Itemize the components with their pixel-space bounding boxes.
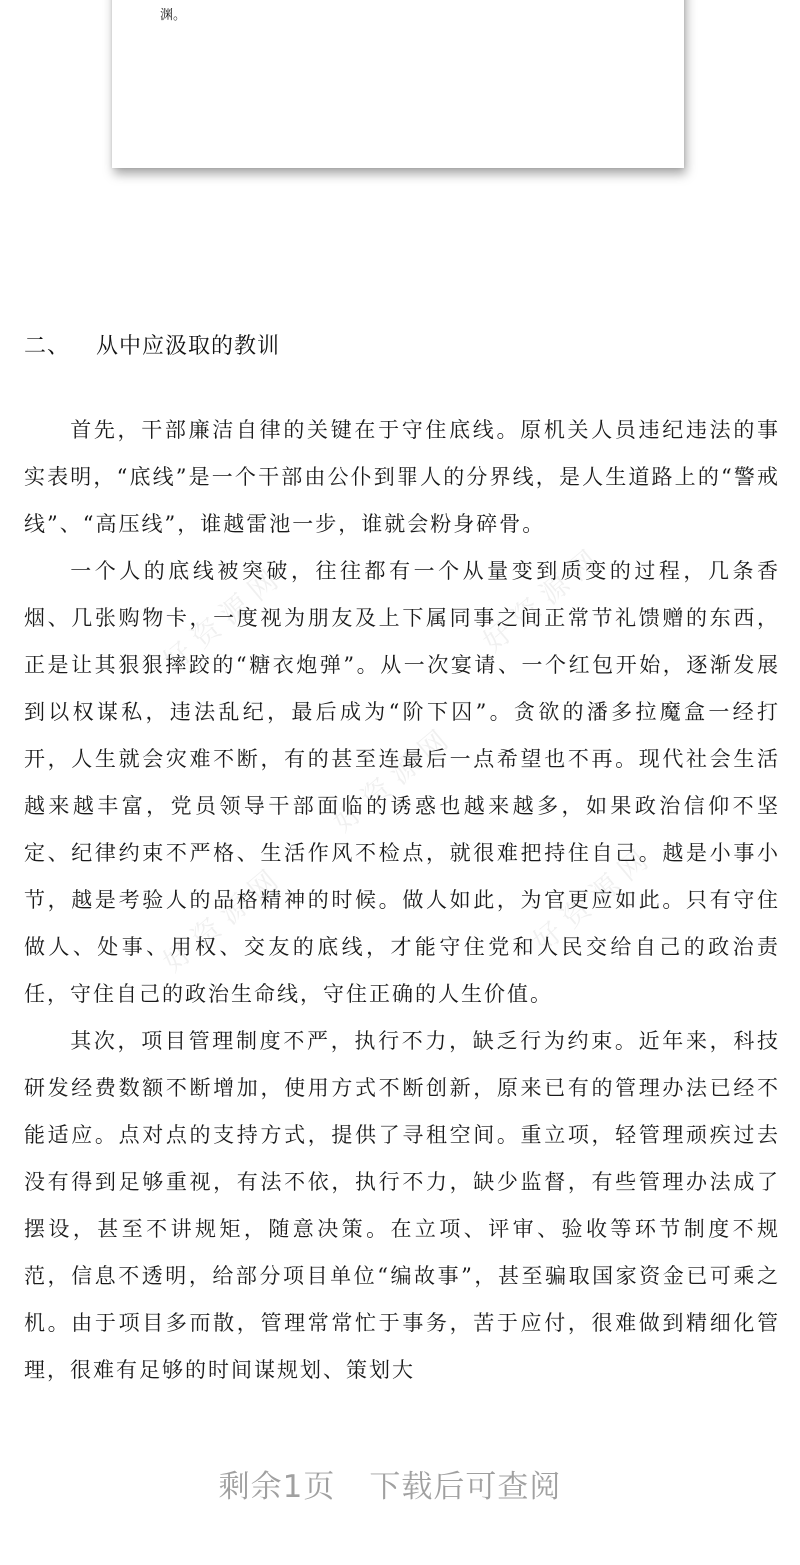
document-page-preview <box>112 0 684 168</box>
section-title: 从中应汲取的教训 <box>96 334 281 359</box>
paragraph: 首先，干部廉洁自律的关键在于守住底线。原机关人员违纪违法的事实表明，“底线”是一个干部由公仆到罪人的分界线，是人生道路上的“警戒线”、“高压线”，谁越雷池一步，谁就会粉身碎骨。 <box>24 418 780 536</box>
remaining-pages-banner[interactable] <box>0 1467 780 1507</box>
section-number: 二、 <box>24 334 71 359</box>
watermark: 好 资 源 网 <box>526 843 655 959</box>
watermark: 好 资 源 网 <box>476 543 605 659</box>
document-body <box>24 407 780 1394</box>
download-hint-label: 下载后可查阅 <box>369 1469 562 1505</box>
watermark: 好 资 源 网 <box>156 863 285 979</box>
paragraph: 其次，项目管理制度不严，执行不力，缺乏行为约束。近年来，科技研发经费数额不断增加，使用方式不断创新，原来已有的管理办法已经不能适应。点对点的支持方式，提供了寻租空间。重立项，轻管理顽疾过去没有得到足够重视，有法不依，执行不力，缺少监督，有些管理办法成了摆设，甚至不讲规矩，随意决策。在立项、评审、验收等环节制度不规范，信息不透明，给部分项目单位“编故事”，甚至骗取国家资金已可乘之机。由于项目多而散，管理常常忙于事务，苦于应付，很难做到精细化管理，很难有足够的时间谋规划、策划大 <box>24 1029 780 1382</box>
preview-text: 渊。 <box>160 8 187 23</box>
section-heading <box>24 330 280 364</box>
watermark: 好 资 源 网 <box>326 723 455 839</box>
paragraph: 一个人的底线被突破，往往都有一个从量变到质变的过程，几条香烟、几张购物卡，一度视为朋友及上下属同事之间正常节礼馈赠的东西，正是让其狠狠摔跤的“糖衣炮弹”。从一次宴请、一个红包开始，逐渐发展到以权谋私，违法乱纪，最后成为“阶下囚”。贪欲的潘多拉魔盒一经打开，人生就会灾难不断，有的甚至连最后一点希望也不再。现代社会生活越来越丰富，党员领导干部面临的诱惑也越来越多，如果政治信仰不坚定、纪律约束不严格、生活作风不检点，就很难把持住自己。越是小事小节，越是考验人的品格精神的时候。做人如此，为官更应如此。只有守住做人、处事、用权、交友的底线，才能守住党和人民交给自己的政治责任，守住自己的政治生命线，守住正确的人生价值。 <box>24 559 780 1006</box>
watermark: 好 资 源 网 <box>156 563 285 679</box>
remaining-pages-label: 剩余1页 <box>218 1469 336 1505</box>
